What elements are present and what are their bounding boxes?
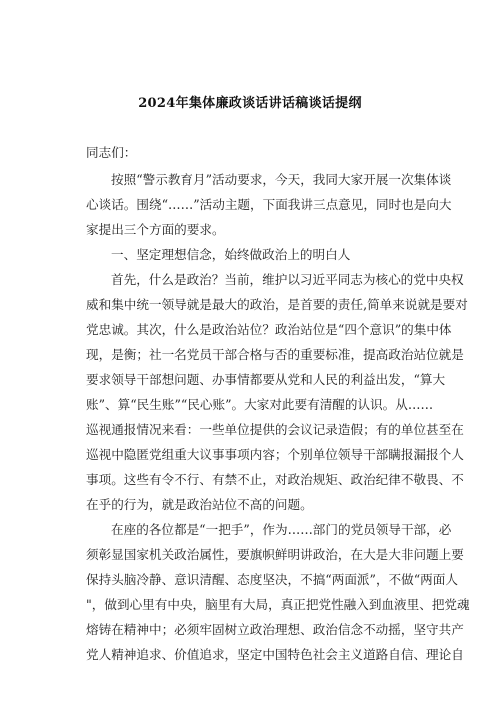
paragraph	[86, 167, 452, 242]
paragraph-line: 党忠诚。其次，什么是政治站位？政治站位是“四个意识”的集中体	[86, 322, 452, 337]
paragraph-line: 现，是衡；社一名党员干部合格与否的重要标准，提高政治站位就是	[86, 347, 464, 362]
salutation: 同志们：	[86, 145, 137, 160]
section-heading-text: 一、坚定理想信念，始终做政治上的明白人	[111, 247, 351, 262]
section-heading	[86, 242, 416, 267]
paragraph-line: 事项。这些有令不行、有禁不止，对政治规矩、政治纪律不敬畏、不	[86, 472, 464, 487]
paragraph-line: 在乎的行为，就是政治站位不高的问题。	[86, 497, 313, 512]
paragraph-line: 心谈话。围绕“……”活动主题，下面我讲三点意见，同时也是向大	[86, 197, 452, 212]
paragraph-line: 须彰显国家机关政治属性，要旗帜鲜明讲政治，在大是大非问题上要	[86, 547, 464, 562]
paragraph-line: 按照“警示教育月”活动要求，今天，我同大家开展一次集体谈	[111, 172, 452, 187]
paragraph	[86, 267, 468, 517]
paragraph-line: 首先，什么是政治？当前，维护以习近平同志为核心的党中央权	[111, 272, 464, 287]
paragraph-line: 保持头脑冷静、意识清醒、态度坚决，不搞“两面派”，不做“两面人	[86, 572, 458, 587]
paragraph-line: 熔铸在精神中；必须牢固树立政治理想、政治信念不动摇，坚守共产	[86, 622, 464, 637]
paragraph-line: "，做到心里有中央，脑里有大局，真正把党性融入到血液里、把党魂	[86, 597, 470, 612]
paragraph-line: 在座的各位都是“一把手”，作为……部门的党员领导干部，必	[111, 522, 452, 537]
document-body	[86, 140, 470, 667]
paragraph-line: 巡视通报情况来看：一些单位提供的会议记录造假；有的单位甚至在	[86, 422, 464, 437]
paragraph-line: 党人精神追求、价值追求，坚定中国特色社会主义道路自信、理论自	[86, 647, 464, 662]
paragraph-line: 威和集中统一领导就是最大的政治，是首要的责任,简单来说就是要对	[86, 297, 468, 312]
document-title: 2024年集体廉政谈话讲话稿谈话提纲	[138, 96, 362, 111]
paragraph	[86, 517, 470, 667]
paragraph-line: 巡视中隐匿党组重大议事事项内容；个别单位领导干部瞒报漏报个人	[86, 447, 464, 462]
paragraph-line: 要求领导干部想问题、办事情都要从党和人民的利益出发，“算大	[86, 372, 446, 387]
paragraph-line: 家提出三个方面的要求。	[86, 222, 225, 237]
paragraph-line: 账”、算“民生账”“民心账”。大家对此要有清醒的认识。从……	[86, 397, 434, 412]
